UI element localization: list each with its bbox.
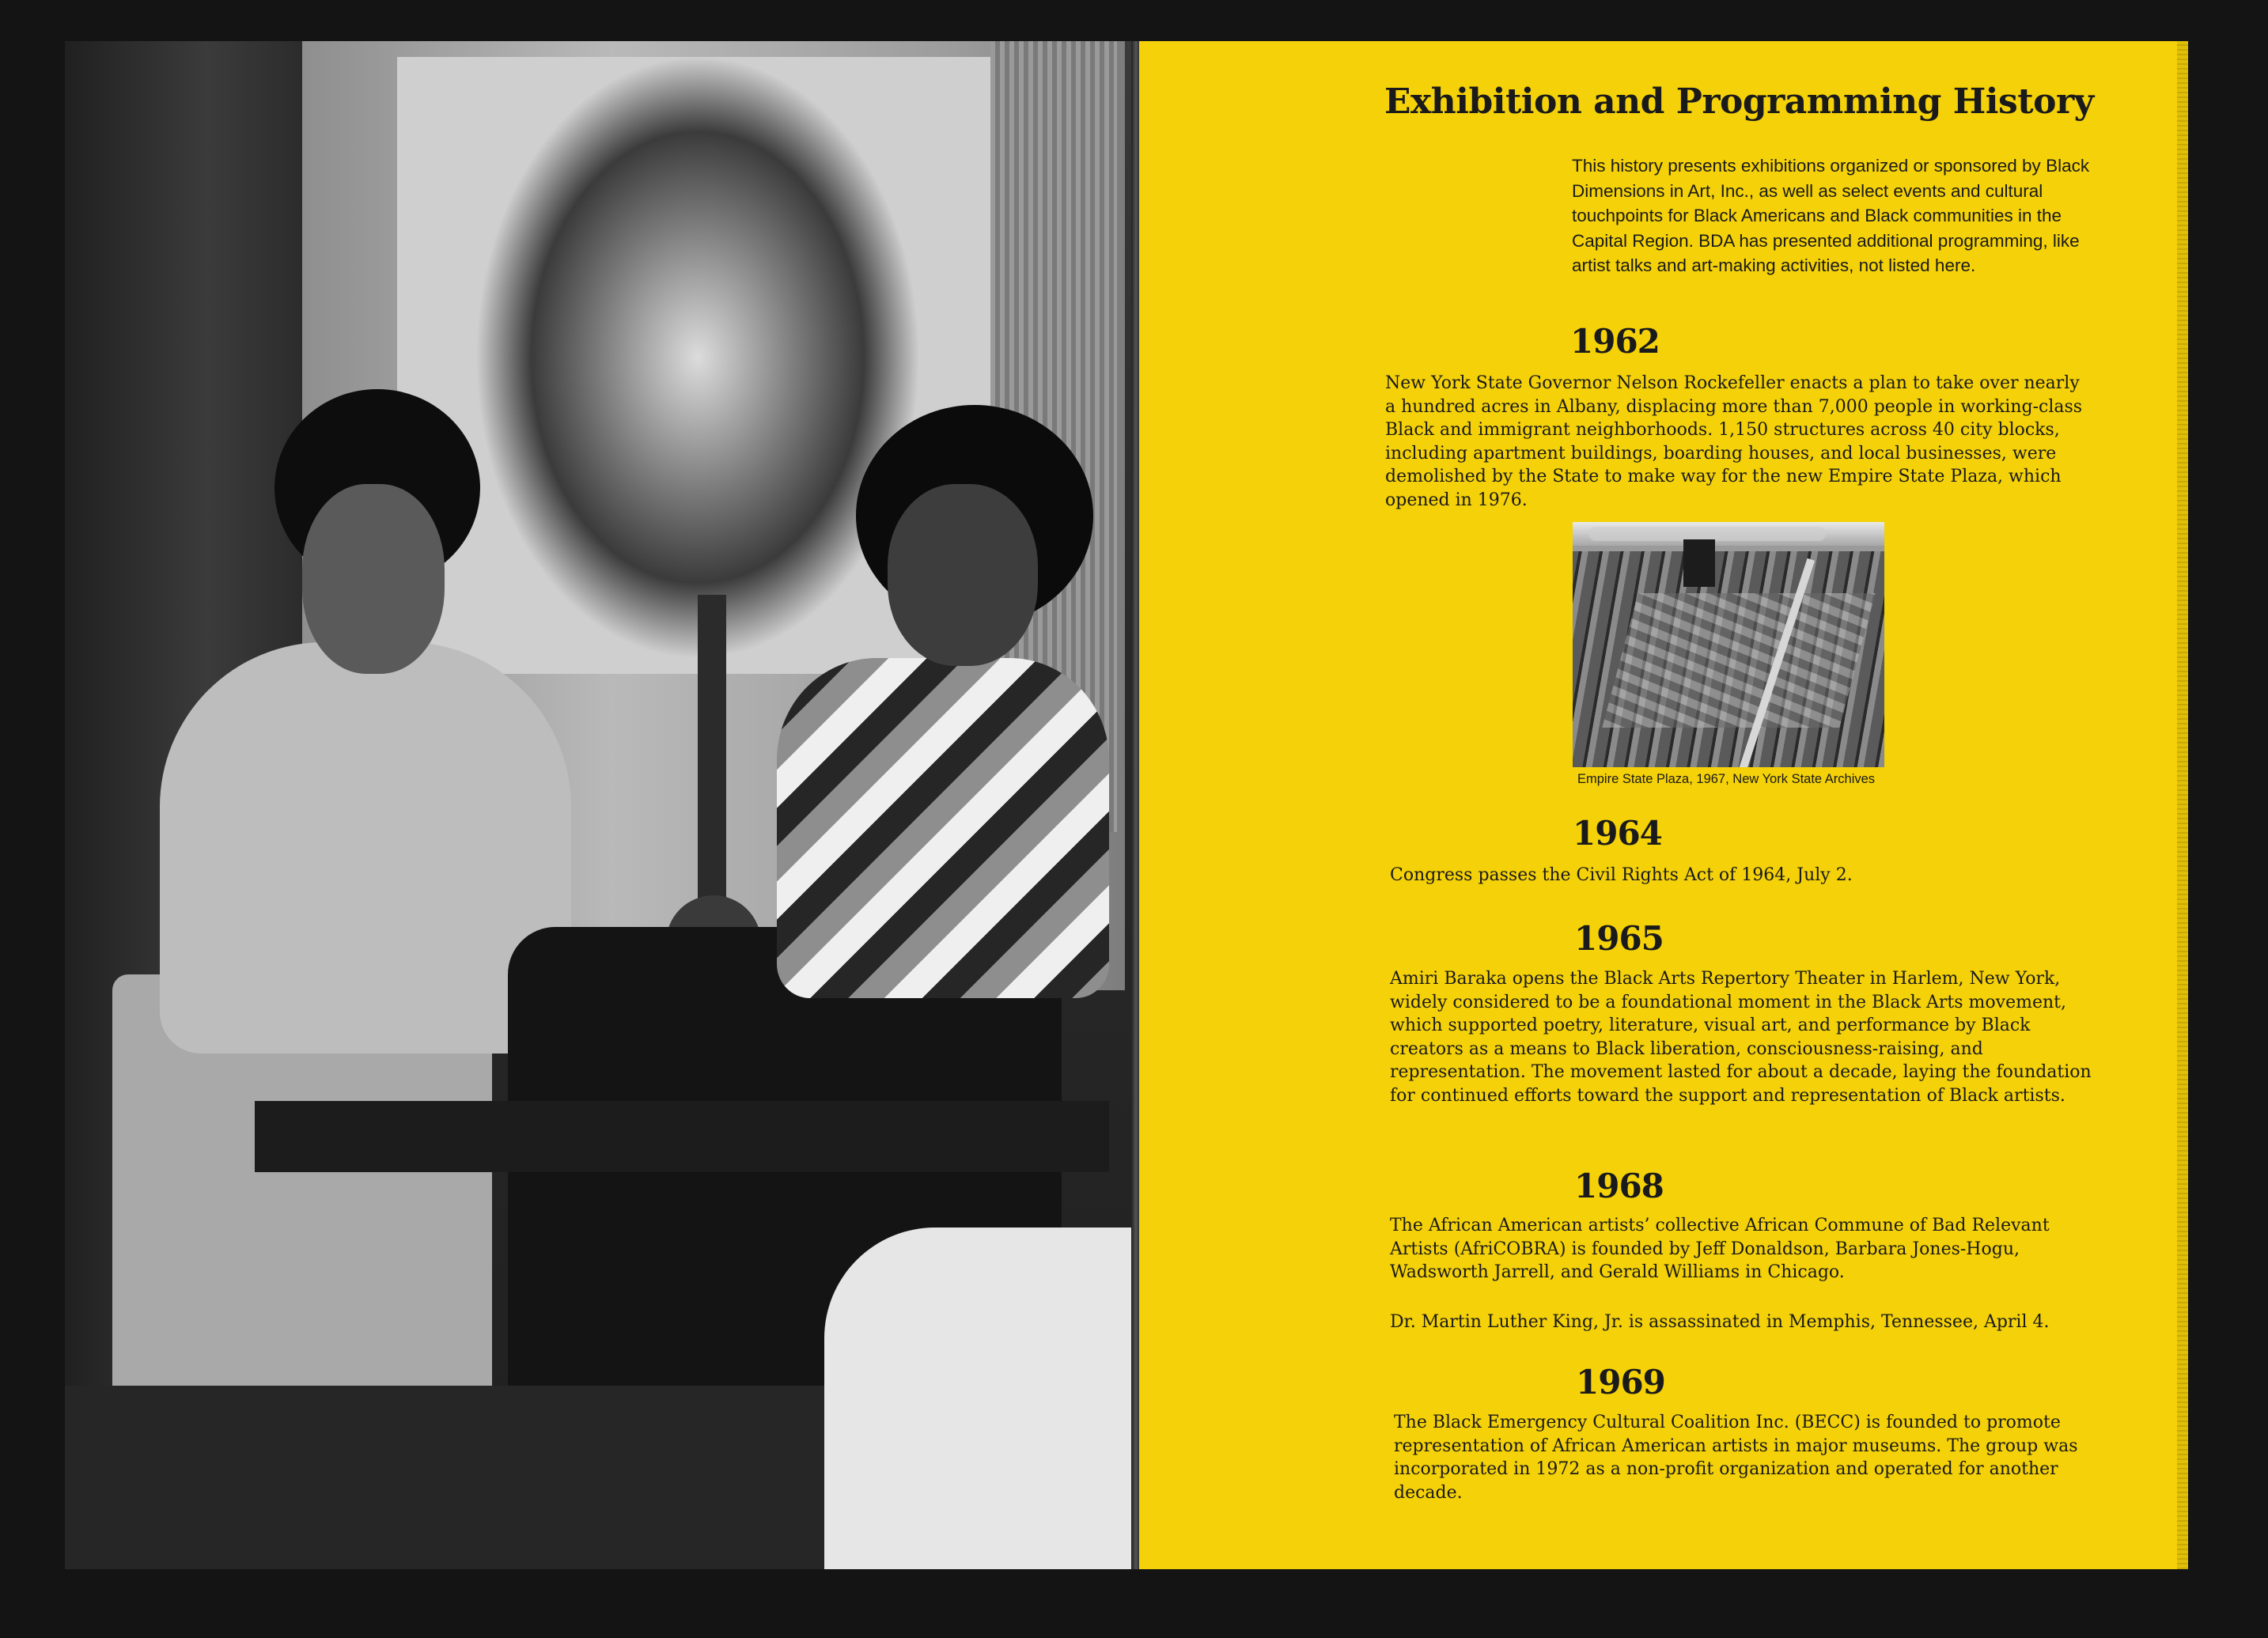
entry-1964: Congress passes the Civil Rights Act of 1964, July 2.: [1390, 865, 1853, 885]
page-edge: [2177, 41, 2188, 1569]
page-title: Exhibition and Programming History: [1384, 81, 2094, 122]
left-page: [65, 41, 1134, 1569]
year-heading-1962: 1962: [1570, 322, 1660, 361]
empire-state-plaza-photo: [1573, 522, 1884, 767]
year-heading-1969: 1969: [1576, 1363, 1665, 1402]
entry-1968-africobra: The African American artists’ collective African Commune of Bad Relevant Artists (AfriCOBRA) is founded by Jeff Donaldson, Barbara Jones-Hogu, Wadsworth Jarrell, and Gerald Williams in Chicago.: [1390, 1216, 2050, 1282]
entry-1962: New York State Governor Nelson Rockefeller enacts a plan to take over nearly a hundred acres in Albany, displacing more than 7,000 people in working-class Black and immigrant neighborhoods. 1,150 structures across 40 city blocks, including apartment buildings, boarding houses, and local businesses, were demolished by the State to make way for the new Empire State Plaza, which opened in 1976.: [1385, 373, 2083, 510]
year-heading-1965: 1965: [1574, 919, 1664, 958]
year-heading-1964: 1964: [1573, 814, 1662, 853]
year-heading-1968: 1968: [1574, 1167, 1664, 1205]
photo-caption: Empire State Plaza, 1967, New York State Archives: [1577, 772, 1876, 786]
intro-paragraph: This history presents exhibitions organized or sponsored by Black Dimensions in Art, Inc., as well as select events and cultural touchpoints for Black Americans and Black communities in the Capital Region. BDA has presented additional programming, like artist talks and art-making activities, not listed here.: [1572, 156, 2090, 275]
entry-1965: Amiri Baraka opens the Black Arts Repertory Theater in Harlem, New York, widely considered to be a foundational moment in the Black Arts movement, which supported poetry, literature, visual art, and performance by Black creators as a means to Black liberation, consciousness-raising, and representation. The movement lasted for about a decade, laying the foundation for continued efforts toward the support and representation of Black artists.: [1390, 969, 2092, 1106]
entry-1969: The Black Emergency Cultural Coalition Inc. (BECC) is founded to promote representation of African American artists in major museums. The group was incorporated in 1972 as a non-profit organization and operated for another decade.: [1394, 1413, 2078, 1503]
archival-photo: [65, 41, 1134, 1569]
entry-1968-mlk: Dr. Martin Luther King, Jr. is assassinated in Memphis, Tennessee, April 4.: [1390, 1312, 2050, 1332]
